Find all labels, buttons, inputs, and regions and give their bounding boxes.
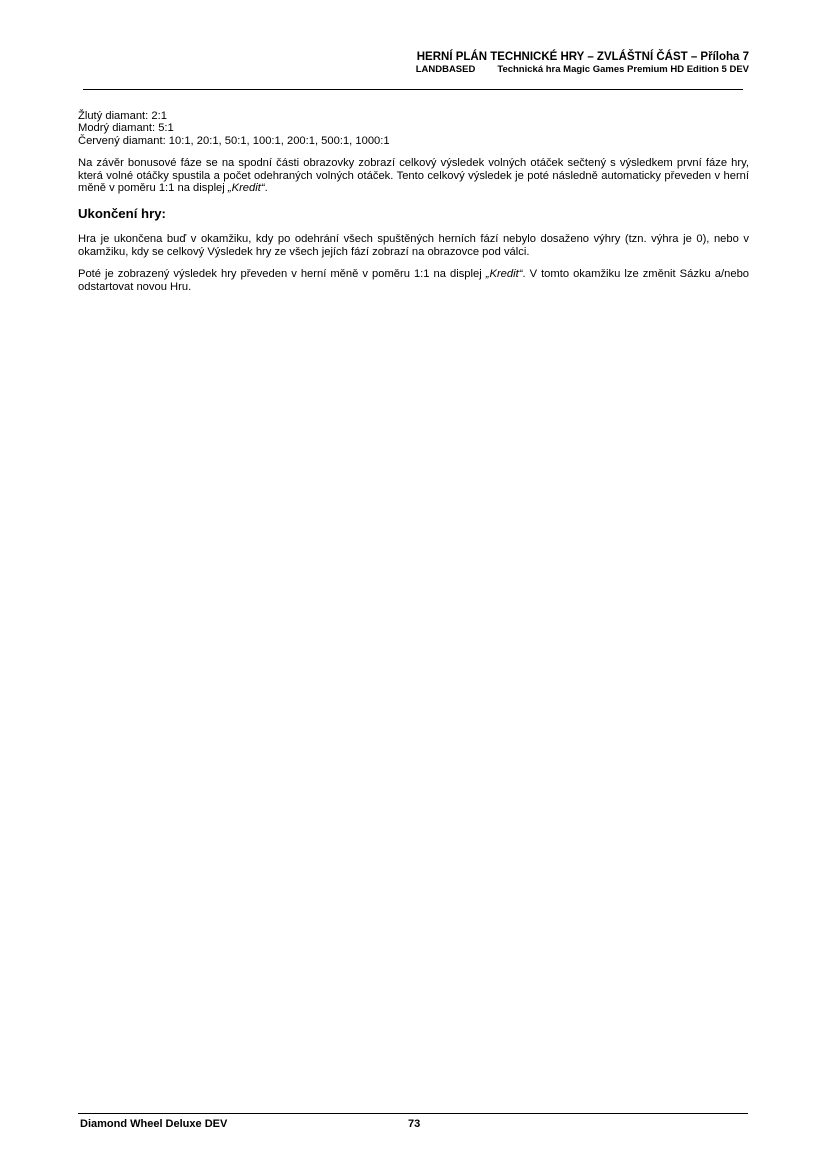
bonus-summary-credit: „Kredit“	[227, 182, 265, 195]
result-transfer-text: Poté je zobrazený výsledek hry převeden v herní měně v poměru 1:1 na displej	[78, 268, 486, 281]
result-transfer-end: . V tomto okamžiku lze změnit Sázku a/nebo odstartovat novou Hru.	[78, 268, 750, 293]
result-transfer-credit: „Kredit“	[485, 268, 523, 281]
result-transfer-paragraph	[78, 268, 749, 293]
payout-red: Červený diamant: 10:1, 20:1, 50:1, 100:1, 200:1, 500:1, 1000:1	[78, 134, 390, 147]
header-subtitle: Technická hra Magic Games Premium HD Edition 5 DEV	[497, 64, 749, 75]
bonus-summary-end: .	[264, 182, 268, 195]
document-body	[78, 110, 749, 303]
footer-document-name: Diamond Wheel Deluxe DEV	[80, 1118, 228, 1130]
page-header	[83, 50, 749, 76]
payout-list	[78, 110, 749, 147]
page-footer	[80, 1117, 748, 1131]
bonus-summary-paragraph	[78, 157, 749, 194]
header-subtitle-row	[83, 64, 749, 76]
bonus-summary-text: Na závěr bonusové fáze se na spodní části obrazovky zobrazí celkový výsledek volných otáček sečtený s výsledkem první fáze hry, která volné otáčky spustila a počet odehraných volných otáček. Tento celkový výsledek je poté následně automaticky převeden v herní měně v poměru 1:1 na displej	[78, 157, 749, 195]
page-number: 73	[408, 1118, 421, 1130]
footer-divider	[78, 1113, 748, 1114]
payout-blue: Modrý diamant: 5:1	[78, 122, 174, 135]
game-end-paragraph: Hra je ukončena buď v okamžiku, kdy po odehrání všech spuštěných herních fází nebylo dosaženo výhry (tzn. výhra je 0), nebo v okamžiku, kdy se celkový Výsledek hry ze všech jejích fází zobrazí na obrazovce pod válci.	[78, 233, 749, 258]
header-divider	[83, 89, 743, 90]
header-category: LANDBASED	[415, 64, 476, 75]
section-heading: Ukončení hry:	[78, 206, 166, 222]
payout-yellow: Žlutý diamant: 2:1	[78, 110, 167, 122]
header-title: HERNÍ PLÁN TECHNICKÉ HRY – ZVLÁŠTNÍ ČÁST – Příloha 7	[416, 51, 749, 63]
